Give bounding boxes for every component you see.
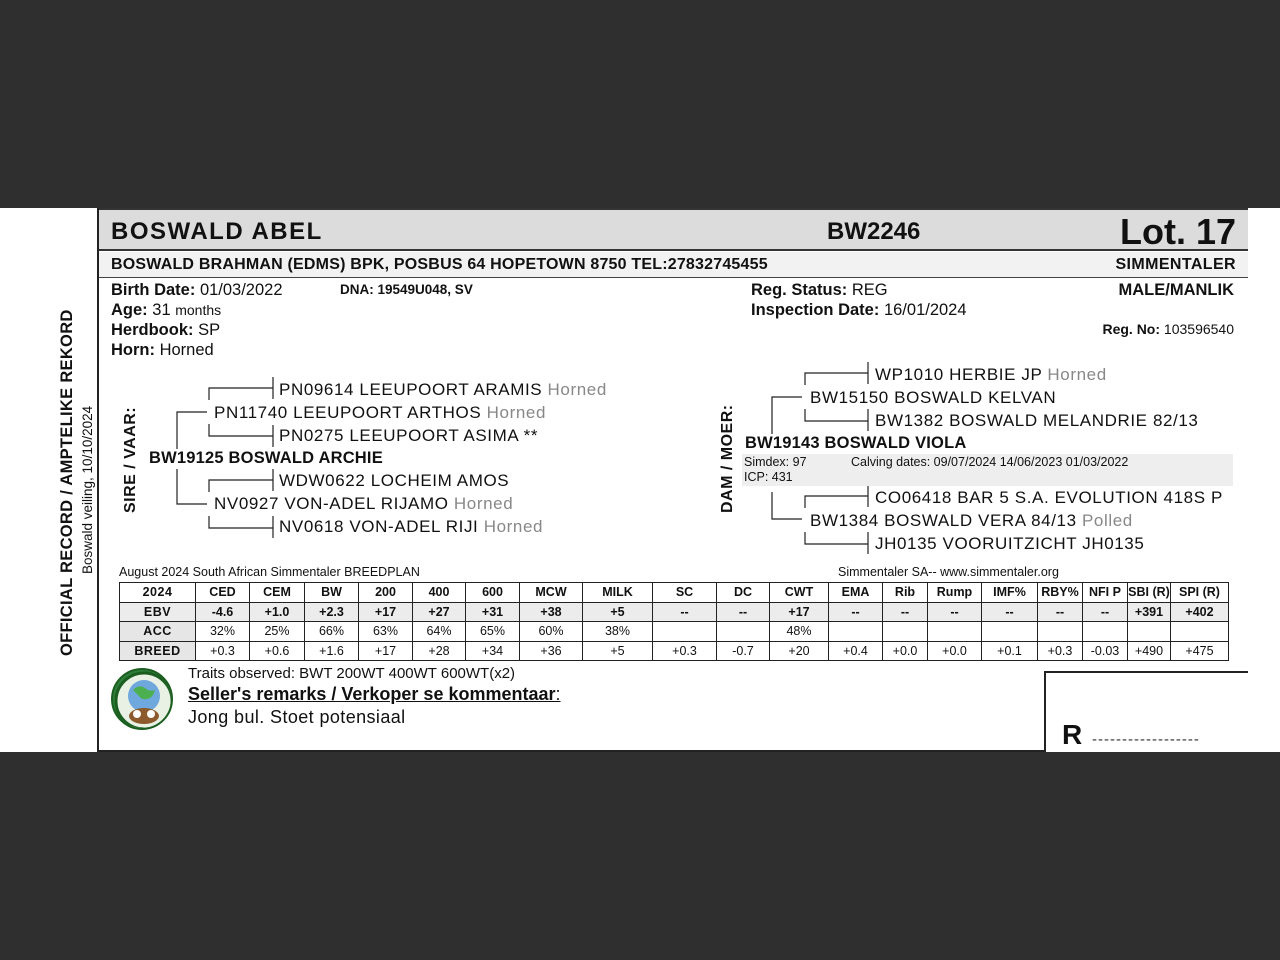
table-cell: EMA: [829, 583, 883, 603]
accuracy-row: [120, 622, 1229, 642]
simmentaler-logo-icon: [111, 668, 173, 730]
table-cell: MCW: [520, 583, 583, 603]
table-cell: --: [653, 602, 717, 622]
dam-heading: DAM / MOER:: [719, 404, 736, 513]
table-cell: +36: [520, 641, 583, 661]
owner-bar: [99, 252, 1248, 278]
table-cell: --: [982, 602, 1038, 622]
table-cell: 64%: [413, 622, 466, 642]
table-cell: +28: [413, 641, 466, 661]
table-cell: --: [883, 602, 928, 622]
lot-card: [97, 208, 1246, 752]
table-cell: SPI (R): [1171, 583, 1229, 603]
sellers-remarks-heading: Seller's remarks / Verkoper se kommentaar:: [188, 684, 561, 704]
breedplan-table: [119, 582, 1229, 661]
table-cell: +27: [413, 602, 466, 622]
table-cell: +0.3: [1038, 641, 1083, 661]
table-cell: 66%: [305, 622, 359, 642]
sire-heading: SIRE / VAAR:: [122, 406, 139, 513]
table-cell: ACC: [120, 622, 196, 642]
title-bar: [99, 208, 1248, 251]
table-cell: 63%: [359, 622, 413, 642]
card-bottom-border: [99, 750, 1044, 752]
sire-sire-sire: PN09614 LEEUPOORT ARAMIS Horned: [279, 380, 607, 399]
auction-date-label: Boswald veiling, 10/10/2024: [80, 405, 95, 574]
sire-sire: PN11740 LEEUPOORT ARTHOS Horned: [214, 403, 546, 422]
price-box: [1044, 671, 1248, 752]
table-cell: +17: [359, 641, 413, 661]
table-cell: NFI P: [1083, 583, 1128, 603]
icp-value: ICP: 431: [744, 470, 793, 484]
official-record-label: OFFICIAL RECORD / AMPTELIKE REKORD: [58, 309, 76, 656]
breed-name: SIMMENTALER: [1115, 256, 1236, 273]
table-cell: +391: [1128, 602, 1171, 622]
table-cell: --: [928, 602, 982, 622]
table-cell: +0.3: [653, 641, 717, 661]
animal-code: BW2246: [827, 218, 921, 245]
sellers-remarks: Jong bul. Stoet potensiaal: [188, 707, 406, 727]
dam-sire-dam: BW1382 BOSWALD MELANDRIE 82/13: [875, 411, 1199, 430]
table-cell: +17: [770, 602, 829, 622]
table-cell: [829, 622, 883, 642]
table-cell: 65%: [466, 622, 520, 642]
table-cell: [1038, 622, 1083, 642]
table-cell: +402: [1171, 602, 1229, 622]
table-cell: 32%: [196, 622, 250, 642]
sex: MALE/MANLIK: [1118, 281, 1234, 299]
table-cell: -4.6: [196, 602, 250, 622]
traits-observed: Traits observed: BWT 200WT 400WT 600WT(x2): [188, 665, 516, 682]
table-cell: +31: [466, 602, 520, 622]
reg-status: Reg. Status: REG: [751, 281, 888, 299]
table-cell: +0.0: [928, 641, 982, 661]
table-cell: 200: [359, 583, 413, 603]
table-cell: +0.6: [250, 641, 305, 661]
table-cell: +475: [1171, 641, 1229, 661]
table-cell: --: [717, 602, 770, 622]
dam-dam-dam: JH0135 VOORUITZICHT JH0135: [875, 534, 1145, 553]
table-cell: [653, 622, 717, 642]
table-cell: 600: [466, 583, 520, 603]
table-cell: CEM: [250, 583, 305, 603]
dam-dam-sire: CO06418 BAR 5 S.A. EVOLUTION 418S P: [875, 488, 1223, 507]
sire-name: BW19125 BOSWALD ARCHIE: [149, 449, 383, 467]
table-cell: +1.6: [305, 641, 359, 661]
herdbook: Herdbook: SP: [111, 321, 221, 339]
table-cell: -0.03: [1083, 641, 1128, 661]
table-cell: IMF%: [982, 583, 1038, 603]
table-cell: [982, 622, 1038, 642]
table-cell: 25%: [250, 622, 305, 642]
table-cell: BREED: [120, 641, 196, 661]
ebv-header-row: [120, 583, 1229, 603]
table-cell: Rib: [883, 583, 928, 603]
table-cell: SC: [653, 583, 717, 603]
table-cell: +5: [583, 602, 653, 622]
table-cell: +0.4: [829, 641, 883, 661]
registration-number: Reg. No: 103596540: [1102, 321, 1234, 337]
table-cell: +17: [359, 602, 413, 622]
table-cell: 60%: [520, 622, 583, 642]
price-blank-line: ------------------: [1092, 731, 1200, 748]
table-cell: Rump: [928, 583, 982, 603]
age: Age: 31 months: [111, 301, 222, 319]
table-cell: SBI (R): [1128, 583, 1171, 603]
table-cell: +490: [1128, 641, 1171, 661]
inspection-date: Inspection Date: 16/01/2024: [751, 301, 967, 319]
table-cell: [1171, 622, 1229, 642]
table-cell: BW: [305, 583, 359, 603]
table-cell: +38: [520, 602, 583, 622]
table-cell: +0.3: [196, 641, 250, 661]
ebv-row: [120, 602, 1229, 622]
table-cell: +2.3: [305, 602, 359, 622]
dam-dam: BW1384 BOSWALD VERA 84/13 Polled: [810, 511, 1133, 530]
table-cell: --: [1038, 602, 1083, 622]
table-cell: [928, 622, 982, 642]
table-cell: [1083, 622, 1128, 642]
table-cell: --: [829, 602, 883, 622]
simmentaler-website: Simmentaler SA-- www.simmentaler.org: [838, 565, 1059, 579]
table-cell: +5: [583, 641, 653, 661]
sire-sire-dam: PN0275 LEEUPOORT ASIMA **: [279, 426, 539, 445]
table-cell: +0.1: [982, 641, 1038, 661]
table-cell: +0.0: [883, 641, 928, 661]
table-cell: -0.7: [717, 641, 770, 661]
table-cell: CED: [196, 583, 250, 603]
sire-dam: NV0927 VON-ADEL RIJAMO Horned: [214, 494, 514, 513]
simdex-value: Simdex: 97: [744, 455, 807, 469]
dam-name: BW19143 BOSWALD VIOLA: [745, 434, 967, 452]
sire-dam-dam: NV0618 VON-ADEL RIJI Horned: [279, 517, 544, 536]
animal-name: BOSWALD ABEL: [111, 218, 323, 245]
breed-average-row: [120, 641, 1229, 661]
table-cell: DC: [717, 583, 770, 603]
table-cell: +20: [770, 641, 829, 661]
owner-address: BOSWALD BRAHMAN (EDMS) BPK, POSBUS 64 HOPETOWN 8750 TEL:27832745455: [111, 256, 768, 273]
horn-status: Horn: Horned: [111, 341, 214, 359]
table-cell: RBY%: [1038, 583, 1083, 603]
price-currency: R: [1062, 719, 1083, 750]
breedplan-title: August 2024 South African Simmentaler BREEDPLAN: [119, 565, 420, 579]
birth-date: Birth Date: 01/03/2022: [111, 281, 283, 299]
table-cell: +34: [466, 641, 520, 661]
table-cell: MILK: [583, 583, 653, 603]
dam-sire: BW15150 BOSWALD KELVAN: [810, 388, 1057, 407]
table-cell: --: [1083, 602, 1128, 622]
table-cell: EBV: [120, 602, 196, 622]
table-cell: [717, 622, 770, 642]
table-cell: CWT: [770, 583, 829, 603]
table-cell: 400: [413, 583, 466, 603]
dna-info: DNA: 19549U048, SV: [340, 282, 473, 297]
lot-number: Lot. 17: [1119, 211, 1236, 252]
sire-dam-sire: WDW0622 LOCHEIM AMOS: [279, 471, 510, 490]
calving-dates: Calving dates: 09/07/2024 14/06/2023 01/03/2022: [851, 455, 1129, 469]
table-cell: +1.0: [250, 602, 305, 622]
table-cell: 2024: [120, 583, 196, 603]
table-cell: [1128, 622, 1171, 642]
dam-sire-sire: WP1010 HERBIE JP Horned: [875, 365, 1107, 384]
table-cell: [883, 622, 928, 642]
table-cell: 48%: [770, 622, 829, 642]
table-cell: 38%: [583, 622, 653, 642]
